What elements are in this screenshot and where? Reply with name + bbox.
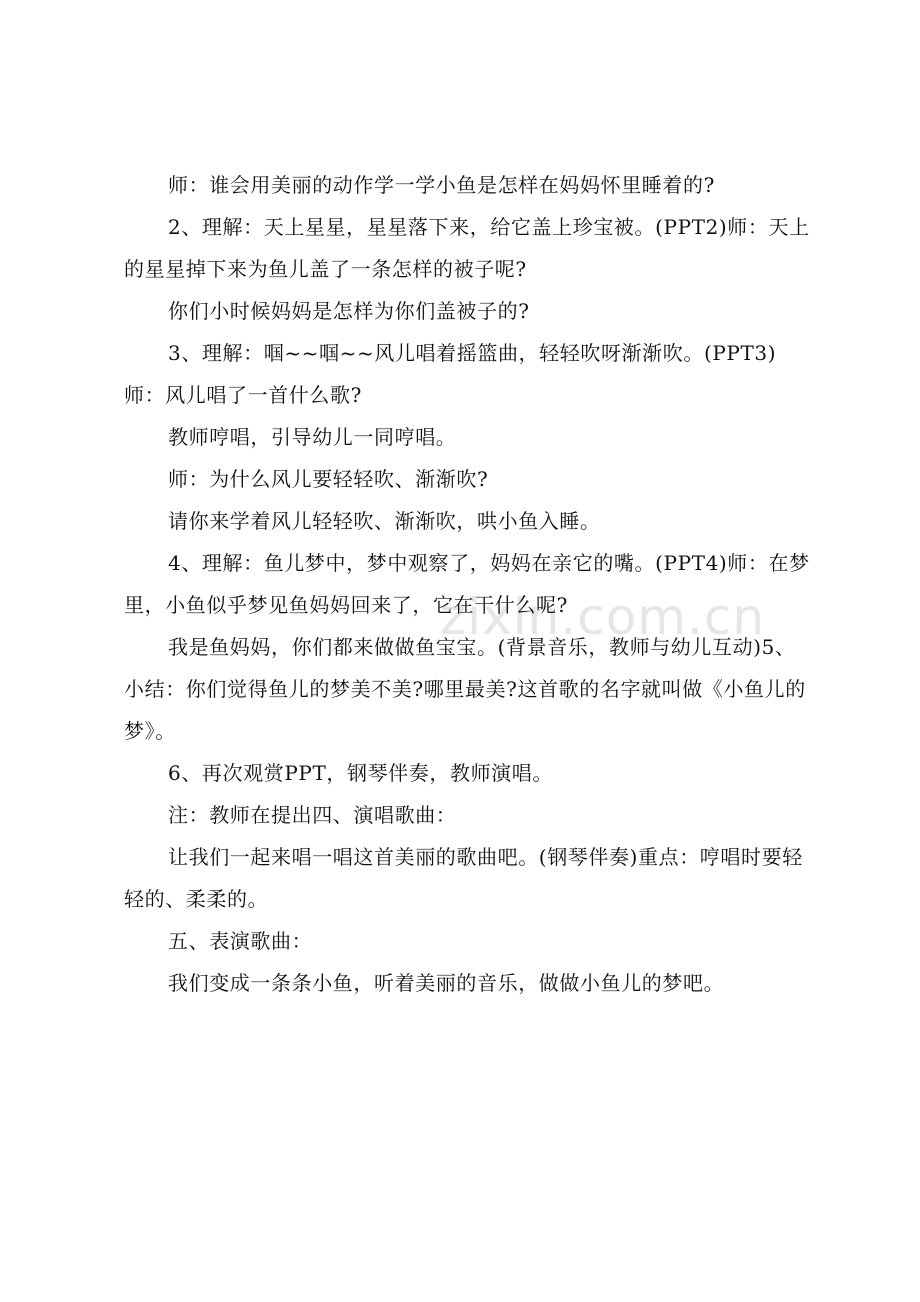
paragraph: 2、理解：天上星星，星星落下来，给它盖上珍宝被。(PPT2)师：天上的星星掉下来为鱼儿盖了一条怎样的被子呢? bbox=[124, 215, 810, 281]
paragraph: 师：谁会用美丽的动作学一学小鱼是怎样在妈妈怀里睡着的? bbox=[168, 173, 715, 197]
document-body bbox=[124, 164, 814, 1004]
paragraph: 请你来学着风儿轻轻吹、渐渐吹，哄小鱼入睡。 bbox=[168, 509, 601, 533]
paragraph: 教师哼唱，引导幼儿一同哼唱。 bbox=[168, 425, 457, 449]
paragraph: 五、表演歌曲： bbox=[168, 929, 313, 953]
paragraph: 6、再次观赏PPT，钢琴伴奏，教师演唱。 bbox=[168, 761, 553, 785]
paragraph: 3、理解：啯~~啯~~风儿唱着摇篮曲，轻轻吹呀渐渐吹。(PPT3)师：风儿唱了一首什么歌? bbox=[124, 341, 777, 407]
paragraph: 你们小时候妈妈是怎样为你们盖被子的? bbox=[168, 299, 530, 323]
paragraph: 让我们一起来唱一唱这首美丽的歌曲吧。(钢琴伴奏)重点：哼唱时要轻轻的、柔柔的。 bbox=[124, 845, 803, 911]
paragraph: 师：为什么风儿要轻轻吹、渐渐吹? bbox=[168, 467, 489, 491]
paragraph: 注：教师在提出四、演唱歌曲： bbox=[168, 803, 457, 827]
paragraph: 我是鱼妈妈，你们都来做做鱼宝宝。(背景音乐，教师与幼儿互动)5、小结：你们觉得鱼儿的梦美不美?哪里最美?这首歌的名字就叫做《小鱼儿的梦》。 bbox=[124, 635, 806, 743]
paragraph: 4、理解：鱼儿梦中，梦中观察了，妈妈在亲它的嘴。(PPT4)师：在梦里，小鱼似乎梦见鱼妈妈回来了，它在干什么呢? bbox=[124, 551, 810, 617]
watermark: zixin.com.cn bbox=[440, 588, 766, 646]
paragraph: 我们变成一条条小鱼，听着美丽的音乐，做做小鱼儿的梦吧。 bbox=[168, 971, 725, 995]
